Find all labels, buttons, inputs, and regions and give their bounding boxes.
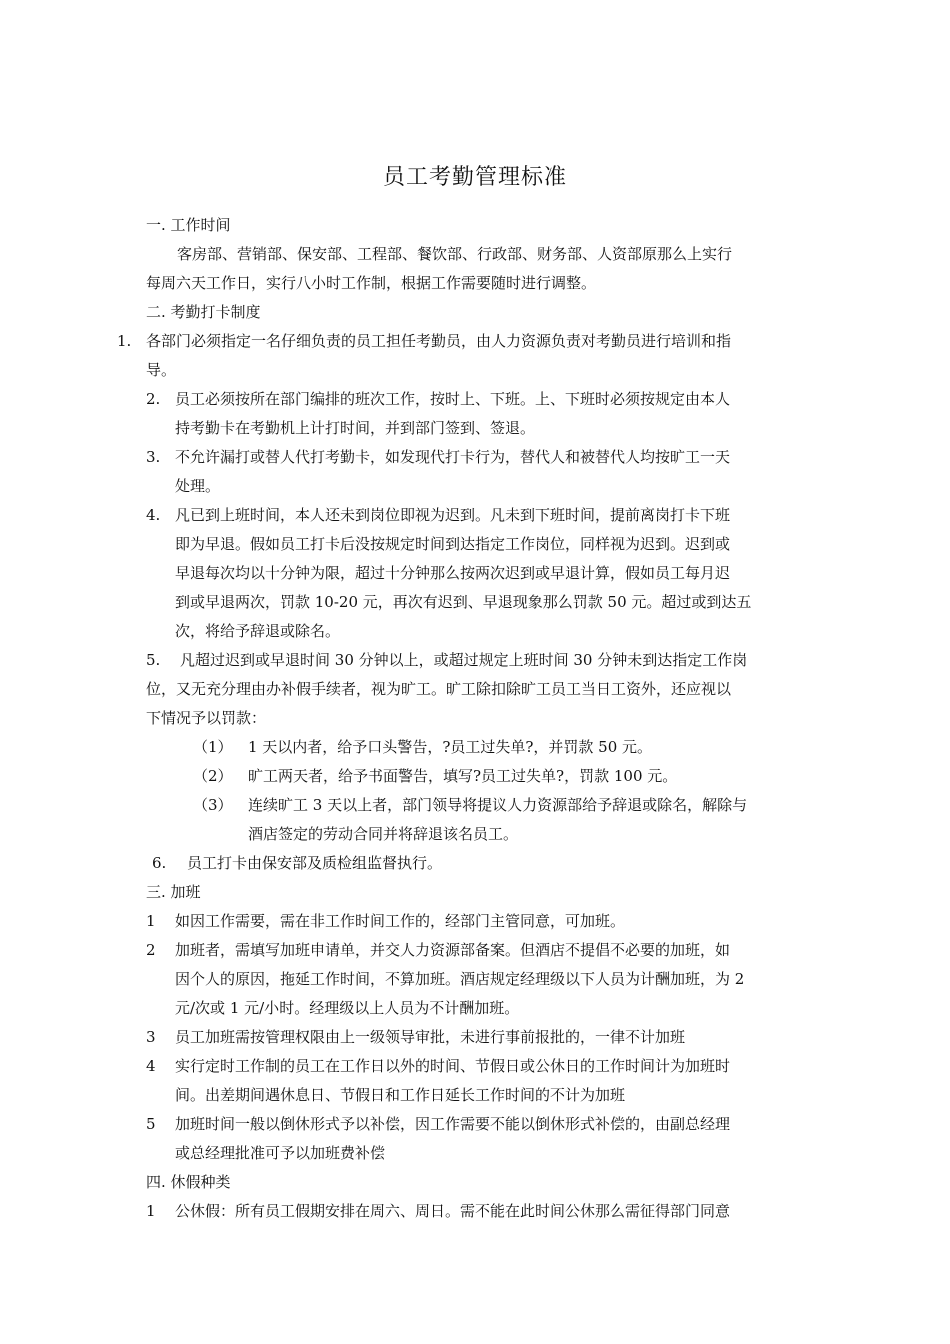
list-item-line: 公休假：所有员工假期安排在周六、周日。需不能在此时间公休那么需征得部门同意 [175,1202,731,1220]
list-item-line: 即为早退。假如员工打卡后没按规定时间到达指定工作岗位，同样视为迟到。迟到或 [175,535,731,553]
sub-item-number: （1） [193,738,233,756]
list-item-line: 下情况予以罚款： [146,709,267,727]
list-item-line: 导。 [146,361,177,379]
list-item-number: 2 [146,941,156,959]
section-heading-overtime: 三. 加班 [146,883,201,901]
list-item-number: 4 [146,1057,156,1075]
list-item-number: 1 [146,912,156,930]
list-item-number: 6. [152,854,167,872]
list-item-line: 因个人的原因，拖延工作时间，不算加班。酒店规定经理级以下人员为计酬加班，为 2 [175,970,745,988]
section-heading-work-hours: 一. 工作时间 [146,216,231,234]
paragraph-line: 客房部、营销部、保安部、工程部、餐饮部、行政部、财务部、人资部原那么上实行 [177,245,733,263]
list-item-line: 不允许漏打或替人代打考勤卡，如发现代打卡行为，替代人和被替代人均按旷工一天 [175,448,731,466]
list-item-number: 5 [146,1115,156,1133]
list-item-line: 处理。 [175,477,221,495]
list-item-line: 加班者，需填写加班申请单，并交人力资源部备案。但酒店不提倡不必要的加班，如 [175,941,731,959]
section-heading-leave-types: 四. 休假种类 [146,1173,231,1191]
list-item-line: 持考勤卡在考勤机上计打时间，并到部门签到、签退。 [175,419,536,437]
list-item-line: 实行定时工作制的员工在工作日以外的时间、节假日或公休日的工作时间计为加班时 [175,1057,731,1075]
list-item-number: 3. [146,448,161,466]
list-item-line: 各部门必须指定一名仔细负责的员工担任考勤员，由人力资源负责对考勤员进行培训和指 [146,332,732,350]
list-item-line: 员工打卡由保安部及质检组监督执行。 [187,854,443,872]
list-item-line: 或总经理批准可予以加班费补偿 [175,1144,386,1162]
list-item-line: 早退每次均以十分钟为限，超过十分钟那么按两次迟到或早退计算，假如员工每月迟 [175,564,731,582]
list-item-line: 如因工作需要，需在非工作时间工作的，经部门主管同意，可加班。 [175,912,626,930]
list-item-number: 2. [146,390,161,408]
list-item-number: 4. [146,506,161,524]
sub-item-number: （2） [193,767,233,785]
sub-item-line: 连续旷工 3 天以上者，部门领导将提议人力资源部给予辞退或除名，解除与 [248,796,748,814]
list-item-line: 员工必须按所在部门编排的班次工作，按时上、下班。上、下班时必须按规定由本人 [175,390,731,408]
document-title: 员工考勤管理标准 [382,165,567,190]
list-item-line: 次，将给予辞退或除名。 [175,622,341,640]
list-item-line: 加班时间一般以倒休形式予以补偿，因工作需要不能以倒休形式补偿的，由副总经理 [175,1115,731,1133]
list-item-number: 5. [146,651,161,669]
list-item-line: 凡超过迟到或早退时间 30 分钟以上，或超过规定上班时间 30 分钟未到达指定工作岗 [180,651,748,669]
list-item-number: 1. [117,332,132,350]
sub-item-number: （3） [193,796,233,814]
list-item-line: 凡已到上班时间，本人还未到岗位即视为迟到。凡未到下班时间，提前离岗打卡下班 [175,506,731,524]
sub-item-line: 旷工两天者，给予书面警告，填写?员工过失单?，罚款 100 元。 [248,767,678,785]
list-item-line: 元/次或 1 元/小时。经理级以上人员为不计酬加班。 [175,999,520,1017]
list-item-number: 3 [146,1028,156,1046]
paragraph-line: 每周六天工作日，实行八小时工作制，根据工作需要随时进行调整。 [146,274,597,292]
sub-item-line: 酒店签定的劳动合同并将辞退该名员工。 [248,825,519,843]
list-item-line: 员工加班需按管理权限由上一级领导审批，未进行事前报批的，一律不计加班 [175,1028,686,1046]
sub-item-line: 1 天以内者，给予口头警告，?员工过失单?，并罚款 50 元。 [248,738,653,756]
list-item-line: 位，又无充分理由办补假手续者，视为旷工。旷工除扣除旷工员工当日工资外，还应视以 [146,680,732,698]
list-item-number: 1 [146,1202,156,1220]
list-item-line: 间。出差期间遇休息日、节假日和工作日延长工作时间的不计为加班 [175,1086,626,1104]
list-item-line: 到或早退两次，罚款 10-20 元，再次有迟到、早退现象那么罚款 50 元。超过或到达五 [175,593,752,611]
section-heading-attendance: 二. 考勤打卡制度 [146,303,261,321]
